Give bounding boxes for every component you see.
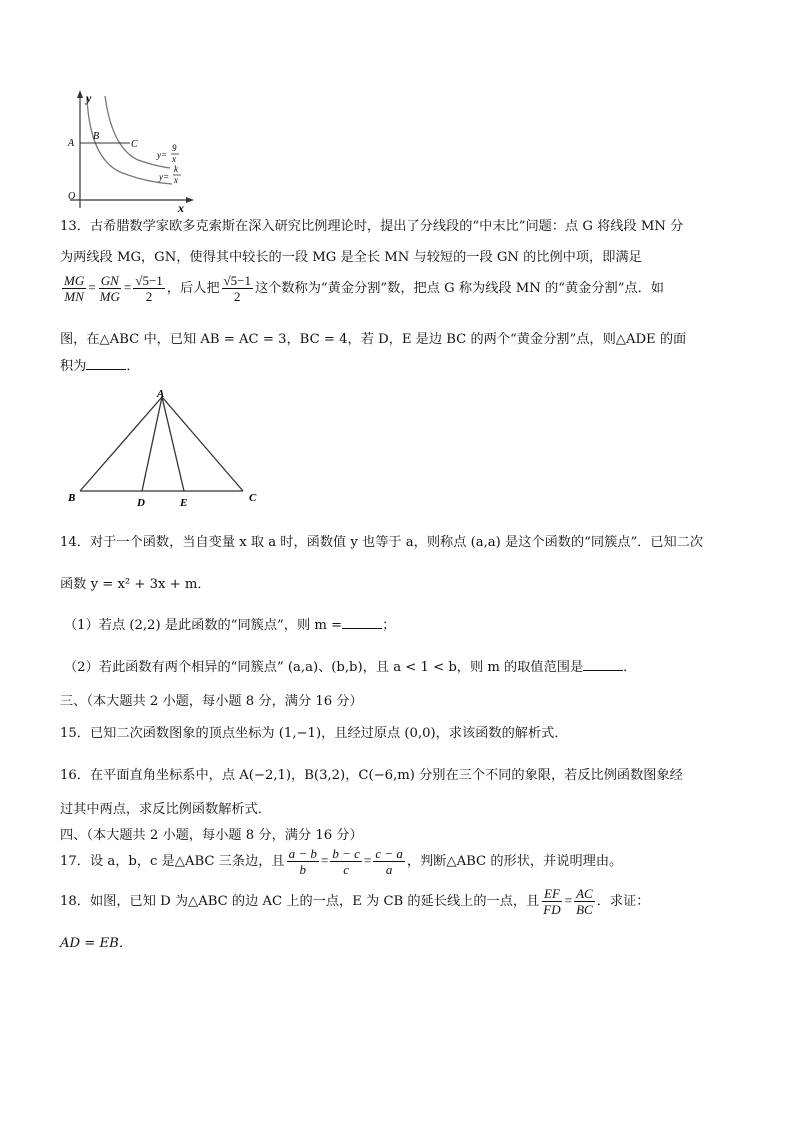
q18-line1: 18．如图，已知 D 为△ABC 的边 AC 上的一点，E 为 CB 的延长线上的一点，且 $\frac{EF}{FD}$ = $\frac{AC}{BC}$ ．求证： bbox=[60, 886, 650, 917]
section-3-heading: 三、（本大题共 2 小题，每小题 8 分，满分 16 分） bbox=[60, 694, 363, 709]
side-ac bbox=[162, 397, 243, 491]
x-axis-label: x bbox=[178, 201, 184, 213]
frac-ac-bc: $\frac{AC}{BC}$ bbox=[576, 886, 593, 917]
q13-line3: $\frac{MG}{MN}$ = $\frac{GN}{MG}$ = $\frac{√5-1}{2}$ ，后人把 $\frac{√5-1}{2}$ 这个数称为“黄金分割”数，把点 G 称为线段 MN 的“黄金分割”点．如 bbox=[64, 273, 664, 304]
y-axis-arrow bbox=[77, 90, 83, 98]
origin-label: O bbox=[68, 191, 76, 202]
q16-line1: 16．在平面直角坐标系中，点 A(−2,1)，B(3,2)，C(−6,m) 分别在三个不同的象限，若反比例函数图象经 bbox=[60, 768, 683, 783]
vertex-c-label: C bbox=[249, 492, 257, 504]
curve2-den: x bbox=[174, 175, 178, 185]
frac-c-a-over-a: $\frac{c - a}{a}$ bbox=[375, 846, 403, 877]
point-e-label: E bbox=[180, 497, 188, 509]
frac-ef-fd: $\frac{EF}{FD}$ bbox=[543, 886, 561, 917]
q13-line2: 为两线段 MG，GN，使得其中较长的一段 MG 是全长 MN 与较短的一段 GN 的比例中项，即满足 bbox=[60, 250, 642, 265]
frac-mg-mn: $\frac{MG}{MN}$ bbox=[64, 273, 85, 304]
frac-golden-2: $\frac{√5-1}{2}$ bbox=[223, 273, 251, 304]
frac-a-b-over-b: $\frac{a - b}{b}$ bbox=[288, 846, 317, 877]
answer-blank-q13[interactable] bbox=[86, 357, 126, 370]
curve2-label: y= bbox=[159, 172, 170, 182]
point-a-label: A bbox=[68, 138, 75, 149]
q16-line2: 过其中两点，求反比例函数解析式． bbox=[60, 802, 271, 817]
vertex-b-label: B bbox=[68, 492, 76, 504]
vertex-a-label: A bbox=[157, 388, 165, 400]
curve1-num: 9 bbox=[172, 143, 177, 153]
triangle-figure bbox=[60, 385, 265, 510]
frac-golden-1: $\frac{√5-1}{2}$ bbox=[135, 273, 163, 304]
q13-line1: 13．古希腊数学家欧多克索斯在深入研究比例理论时，提出了分线段的“中末比”问题：点 G 将线段 MN 分 bbox=[60, 219, 684, 234]
point-c-label: C bbox=[131, 139, 138, 150]
side-ab bbox=[80, 397, 162, 491]
segment-ae bbox=[162, 397, 184, 491]
answer-blank-q14-1[interactable] bbox=[342, 616, 382, 629]
curve2-num: k bbox=[174, 164, 178, 174]
q14-line1: 14．对于一个函数，当自变量 x 取 a 时，函数值 y 也等于 a，则称点 (a,a) 是这个函数的“同簇点”．已知二次 bbox=[60, 535, 704, 550]
y-axis-label: y bbox=[86, 91, 92, 105]
point-b-label: B bbox=[93, 131, 100, 142]
q13-line5: 积为 ． bbox=[60, 359, 140, 374]
answer-blank-q14-2[interactable] bbox=[583, 658, 623, 671]
q18-line2: AD = EB． bbox=[60, 936, 133, 951]
q15: 15．已知二次函数图象的顶点坐标为 (1,−1)，且经过原点 (0,0)，求该函数的解析式． bbox=[60, 726, 568, 741]
curve1-label: y= bbox=[157, 150, 168, 160]
curve1-den: x bbox=[172, 154, 176, 164]
q14-sub2: （2）若此函数有两个相异的“同簇点” (a,a)、(b,b)，且 a < 1 < b，则 m 的取值范围是 ． bbox=[64, 660, 637, 675]
frac-b-c-over-c: $\frac{b - c}{c}$ bbox=[332, 846, 360, 877]
q14-line2: 函数 y = x² + 3x + m． bbox=[60, 577, 211, 592]
point-d-label: D bbox=[137, 497, 145, 509]
x-axis-arrow bbox=[186, 197, 194, 203]
inverse-function-graph bbox=[60, 88, 195, 213]
q17: 17．设 a，b，c 是△ABC 三条边，且 $\frac{a - b}{b}$ = $\frac{b - c}{c}$ = $\frac{c - a}{a}$ ，判断△ABC 的形状，并说明理由。 bbox=[60, 846, 623, 877]
section-4-heading: 四、（本大题共 2 小题，每小题 8 分，满分 16 分） bbox=[60, 828, 363, 843]
frac-gn-mg: $\frac{GN}{MG}$ bbox=[99, 273, 120, 304]
q14-sub1: （1）若点 (2,2) 是此函数的“同簇点”，则 m = ； bbox=[64, 618, 396, 633]
segment-ad bbox=[142, 397, 162, 491]
q13-line4: 图，在△ABC 中，已知 AB = AC = 3，BC = 4，若 D，E 是边 BC 的两个“黄金分割”点，则△ADE 的面 bbox=[60, 332, 687, 347]
